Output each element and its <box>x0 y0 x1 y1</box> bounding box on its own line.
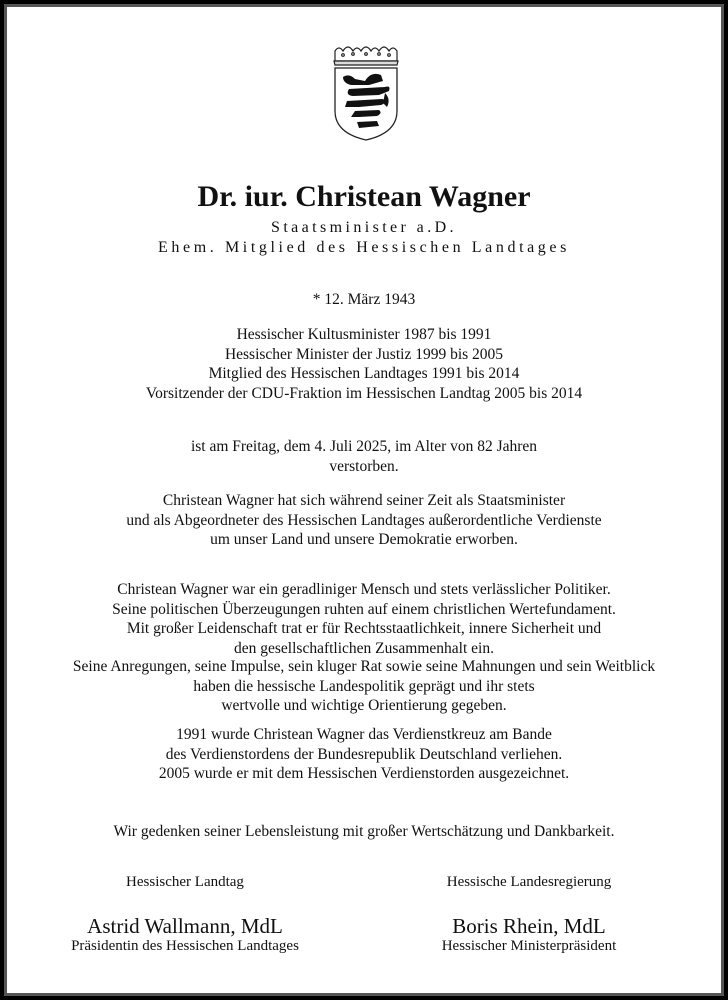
paragraph-line: und als Abgeordneter des Hessischen Landtages außerordentliche Verdienste <box>126 511 602 529</box>
tribute-paragraph <box>7 491 721 550</box>
signatory-name: Astrid Wallmann, MdL <box>87 914 283 938</box>
death-line: ist am Freitag, dem 4. Juli 2025, im Alter von 82 Jahren <box>190 438 538 455</box>
signatory-organization: Hessische Landesregierung <box>446 874 612 890</box>
career-item: Vorsitzender der CDU-Fraktion im Hessischen Landtag 2005 bis 2014 <box>145 384 583 402</box>
signatory-name: Boris Rhein, MdL <box>452 914 606 938</box>
paragraph-line: haben die hessische Landespolitik geprägt und ihr stets <box>193 677 535 695</box>
paragraph-line: den gesellschaftlichen Zusammenhalt ein. <box>234 639 494 657</box>
deceased-name: Dr. iur. Christean Wagner <box>197 180 531 213</box>
career-list <box>7 325 721 403</box>
deceased-title: Staatsminister a.D. <box>271 219 457 236</box>
death-line: verstorben. <box>329 457 399 475</box>
deceased-subtitle: Ehem. Mitglied des Hessischen Landtages <box>158 239 570 256</box>
signatory-organization: Hessischer Landtag <box>126 874 244 890</box>
tribute-paragraph <box>7 657 721 716</box>
closing-statement: Wir gedenken seiner Lebensleistung mit großer Wertschätzung und Dankbarkeit. <box>113 823 615 840</box>
death-notice <box>7 437 721 476</box>
signatory-role: Präsidentin des Hessischen Landtages <box>71 938 299 954</box>
paragraph-line: 2005 wurde er mit dem Hessischen Verdienstorden ausgezeichnet. <box>158 765 570 782</box>
paragraph-line: Seine politischen Überzeugungen ruhten auf einem christlichen Wertefundament. <box>112 600 616 618</box>
hessen-coat-of-arms-icon <box>329 41 403 141</box>
paragraph-line: Mit großer Leidenschaft trat er für Rechtsstaatlichkeit, innere Sicherheit und <box>126 620 602 637</box>
signatory-role: Hessischer Ministerpräsident <box>441 938 617 954</box>
tribute-paragraph <box>7 580 721 658</box>
obituary-page <box>7 7 721 993</box>
paragraph-line: Christean Wagner hat sich während seiner Zeit als Staatsminister <box>162 492 566 509</box>
paragraph-line: Seine Anregungen, seine Impulse, sein kluger Rat sowie seine Mahnungen und sein Weitblick <box>72 658 656 675</box>
paragraph-line: um unser Land und unsere Demokratie erworben. <box>210 531 518 548</box>
paragraph-line: des Verdienstordens der Bundesrepublik Deutschland verliehen. <box>165 745 563 763</box>
paragraph-line: wertvolle und wichtige Orientierung gegeben. <box>221 697 507 714</box>
honors-paragraph <box>7 725 721 784</box>
career-item: Hessischer Minister der Justiz 1999 bis 2005 <box>224 345 504 363</box>
career-item: Mitglied des Hessischen Landtages 1991 bis 2014 <box>208 365 520 382</box>
birth-date: * 12. März 1943 <box>312 291 416 308</box>
paragraph-line: Christean Wagner war ein geradliniger Mensch und stets verlässlicher Politiker. <box>117 581 611 598</box>
paragraph-line: 1991 wurde Christean Wagner das Verdienstkreuz am Bande <box>176 726 552 743</box>
career-item: Hessischer Kultusminister 1987 bis 1991 <box>236 326 492 343</box>
